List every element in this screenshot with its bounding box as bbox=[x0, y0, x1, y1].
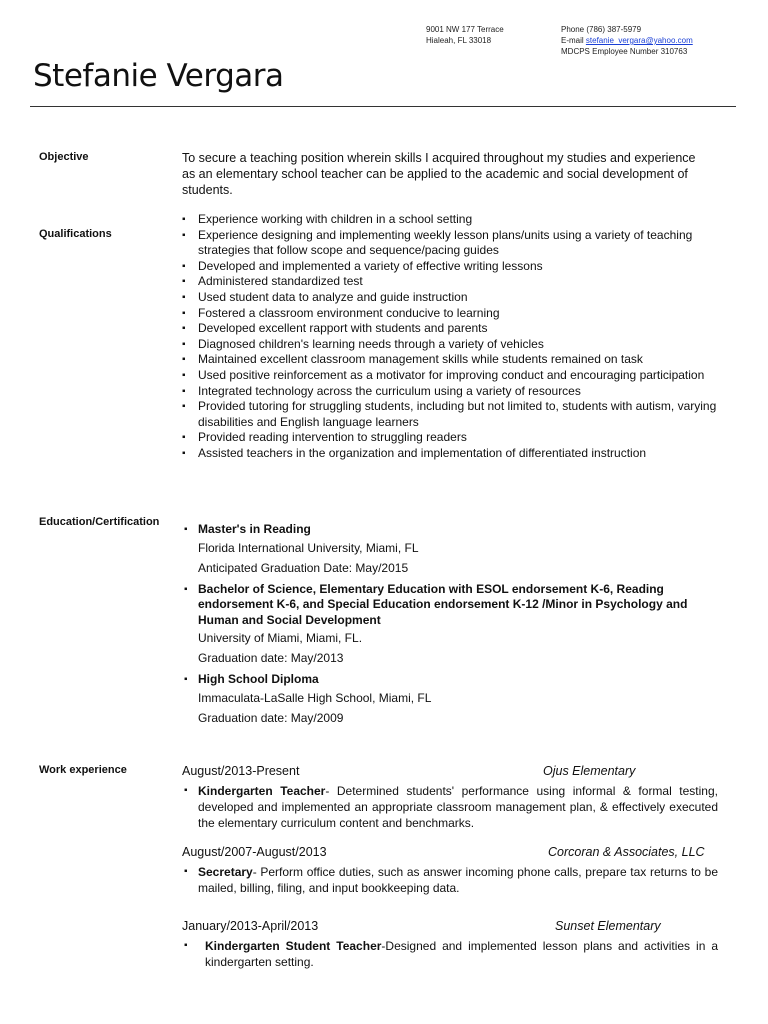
qualification-item: ▪ Provided reading intervention to struggling readers bbox=[182, 430, 722, 446]
address-block bbox=[426, 24, 504, 46]
email-link[interactable]: stefanie_vergara@yahoo.com bbox=[585, 36, 693, 45]
qualification-item: ▪ Used student data to analyze and guide instruction bbox=[182, 290, 722, 306]
work-title: Kindergarten Student Teacher bbox=[205, 939, 382, 953]
qualifications-list bbox=[182, 212, 722, 462]
work-organization: Sunset Elementary bbox=[555, 919, 661, 933]
section-label-work: Work experience bbox=[39, 764, 127, 776]
qualification-item: ▪ Assisted teachers in the organization and implementation of differentiated instruction bbox=[182, 446, 722, 462]
work-title: Secretary bbox=[198, 865, 253, 879]
employee-number: MDCPS Employee Number 310763 bbox=[561, 47, 688, 56]
qualification-item: ▪ Administered standardized test bbox=[182, 274, 722, 290]
qualification-item: ▪ Developed and implemented a variety of effective writing lessons bbox=[182, 259, 722, 275]
qualification-item: ▪ Fostered a classroom environment conducive to learning bbox=[182, 306, 722, 322]
objective-text: To secure a teaching position wherein skills I acquired throughout my studies and experience as an elementary school teacher can be applied to the academic and social development of students. bbox=[182, 151, 696, 197]
section-label-education: Education/Certification bbox=[39, 516, 160, 528]
work-entry bbox=[182, 919, 718, 970]
qualification-item: ▪ Used positive reinforcement as a motivator for improving conduct and encouraging participation bbox=[182, 368, 722, 384]
qualification-item: ▪ Developed excellent rapport with students and parents bbox=[182, 321, 722, 337]
qualification-item: ▪ Experience working with children in a school setting bbox=[182, 212, 722, 228]
work-dates: August/2007-August/2013 bbox=[182, 845, 327, 859]
work-details: - Determined students' performance using informal & formal testing, developed and implemented an appropriate classroom management plan, & effectively executed the elementary curriculum content and benchmarks. bbox=[198, 784, 718, 830]
work-dates: August/2013-Present bbox=[182, 764, 300, 778]
qualification-item: ▪ Experience designing and implementing weekly lesson plans/units using a variety of teaching strategies that follow scope and sequence/pacing guides bbox=[182, 228, 722, 259]
work-description bbox=[182, 783, 718, 831]
education-degree: ▪ High School Diploma bbox=[182, 672, 712, 688]
work-entry-header bbox=[182, 845, 718, 861]
work-details: - Perform office duties, such as answer incoming phone calls, prepare tax returns to be mailed, billing, filing, and input bookkeeping data. bbox=[198, 865, 718, 895]
work-dates: January/2013-April/2013 bbox=[182, 919, 319, 933]
education-degree: ▪ Master's in Reading bbox=[182, 522, 712, 538]
qualification-item: ▪ Maintained excellent classroom management skills while students remained on task bbox=[182, 352, 722, 368]
education-school: University of Miami, Miami, FL. bbox=[198, 631, 363, 645]
education-date: Graduation date: May/2013 bbox=[198, 651, 344, 665]
work-description bbox=[182, 864, 718, 896]
section-label-qualifications: Qualifications bbox=[39, 228, 112, 240]
education-date: Anticipated Graduation Date: May/2015 bbox=[198, 560, 409, 575]
work-entry-header bbox=[182, 764, 718, 780]
header-divider bbox=[30, 106, 736, 107]
section-label-objective: Objective bbox=[39, 151, 89, 163]
contact-block bbox=[561, 24, 693, 57]
work-organization: Corcoran & Associates, LLC bbox=[548, 845, 705, 859]
work-description bbox=[182, 938, 718, 970]
education-date: Graduation date: May/2009 bbox=[198, 710, 344, 725]
work-organization: Ojus Elementary bbox=[543, 764, 636, 778]
qualification-item: ▪ Diagnosed children's learning needs through a variety of vehicles bbox=[182, 337, 722, 353]
qualification-item: ▪ Integrated technology across the curriculum using a variety of resources bbox=[182, 384, 722, 400]
work-details: -Designed and implemented lesson plans and activities in a kindergarten setting. bbox=[205, 939, 719, 969]
candidate-name: Stefanie Vergara bbox=[33, 58, 284, 94]
qualification-item: ▪ Provided tutoring for struggling students, including but not limited to, students with autism, varying disabilities and English language learners bbox=[182, 399, 722, 430]
education-list bbox=[182, 518, 712, 728]
address-line-1: 9001 NW 177 Terrace bbox=[426, 25, 504, 34]
work-entry bbox=[182, 764, 718, 831]
education-school: Florida International University, Miami, FL bbox=[198, 540, 419, 555]
work-entry-header bbox=[182, 919, 718, 935]
phone-number: Phone (786) 387-5979 bbox=[561, 25, 642, 34]
email-line bbox=[561, 35, 693, 46]
email-label: E-mail bbox=[561, 36, 586, 45]
address-line-2: Hialeah, FL 33018 bbox=[426, 36, 492, 45]
education-degree: ▪ Bachelor of Science, Elementary Education with ESOL endorsement K-6, Reading endorsement K-6, and Special Education endorsement K-12 /Minor in Psychology and Human and Social Development bbox=[182, 582, 712, 629]
work-title: Kindergarten Teacher bbox=[198, 784, 326, 798]
education-school: Immaculata-LaSalle High School, Miami, FL bbox=[198, 690, 432, 705]
work-entry bbox=[182, 845, 718, 896]
